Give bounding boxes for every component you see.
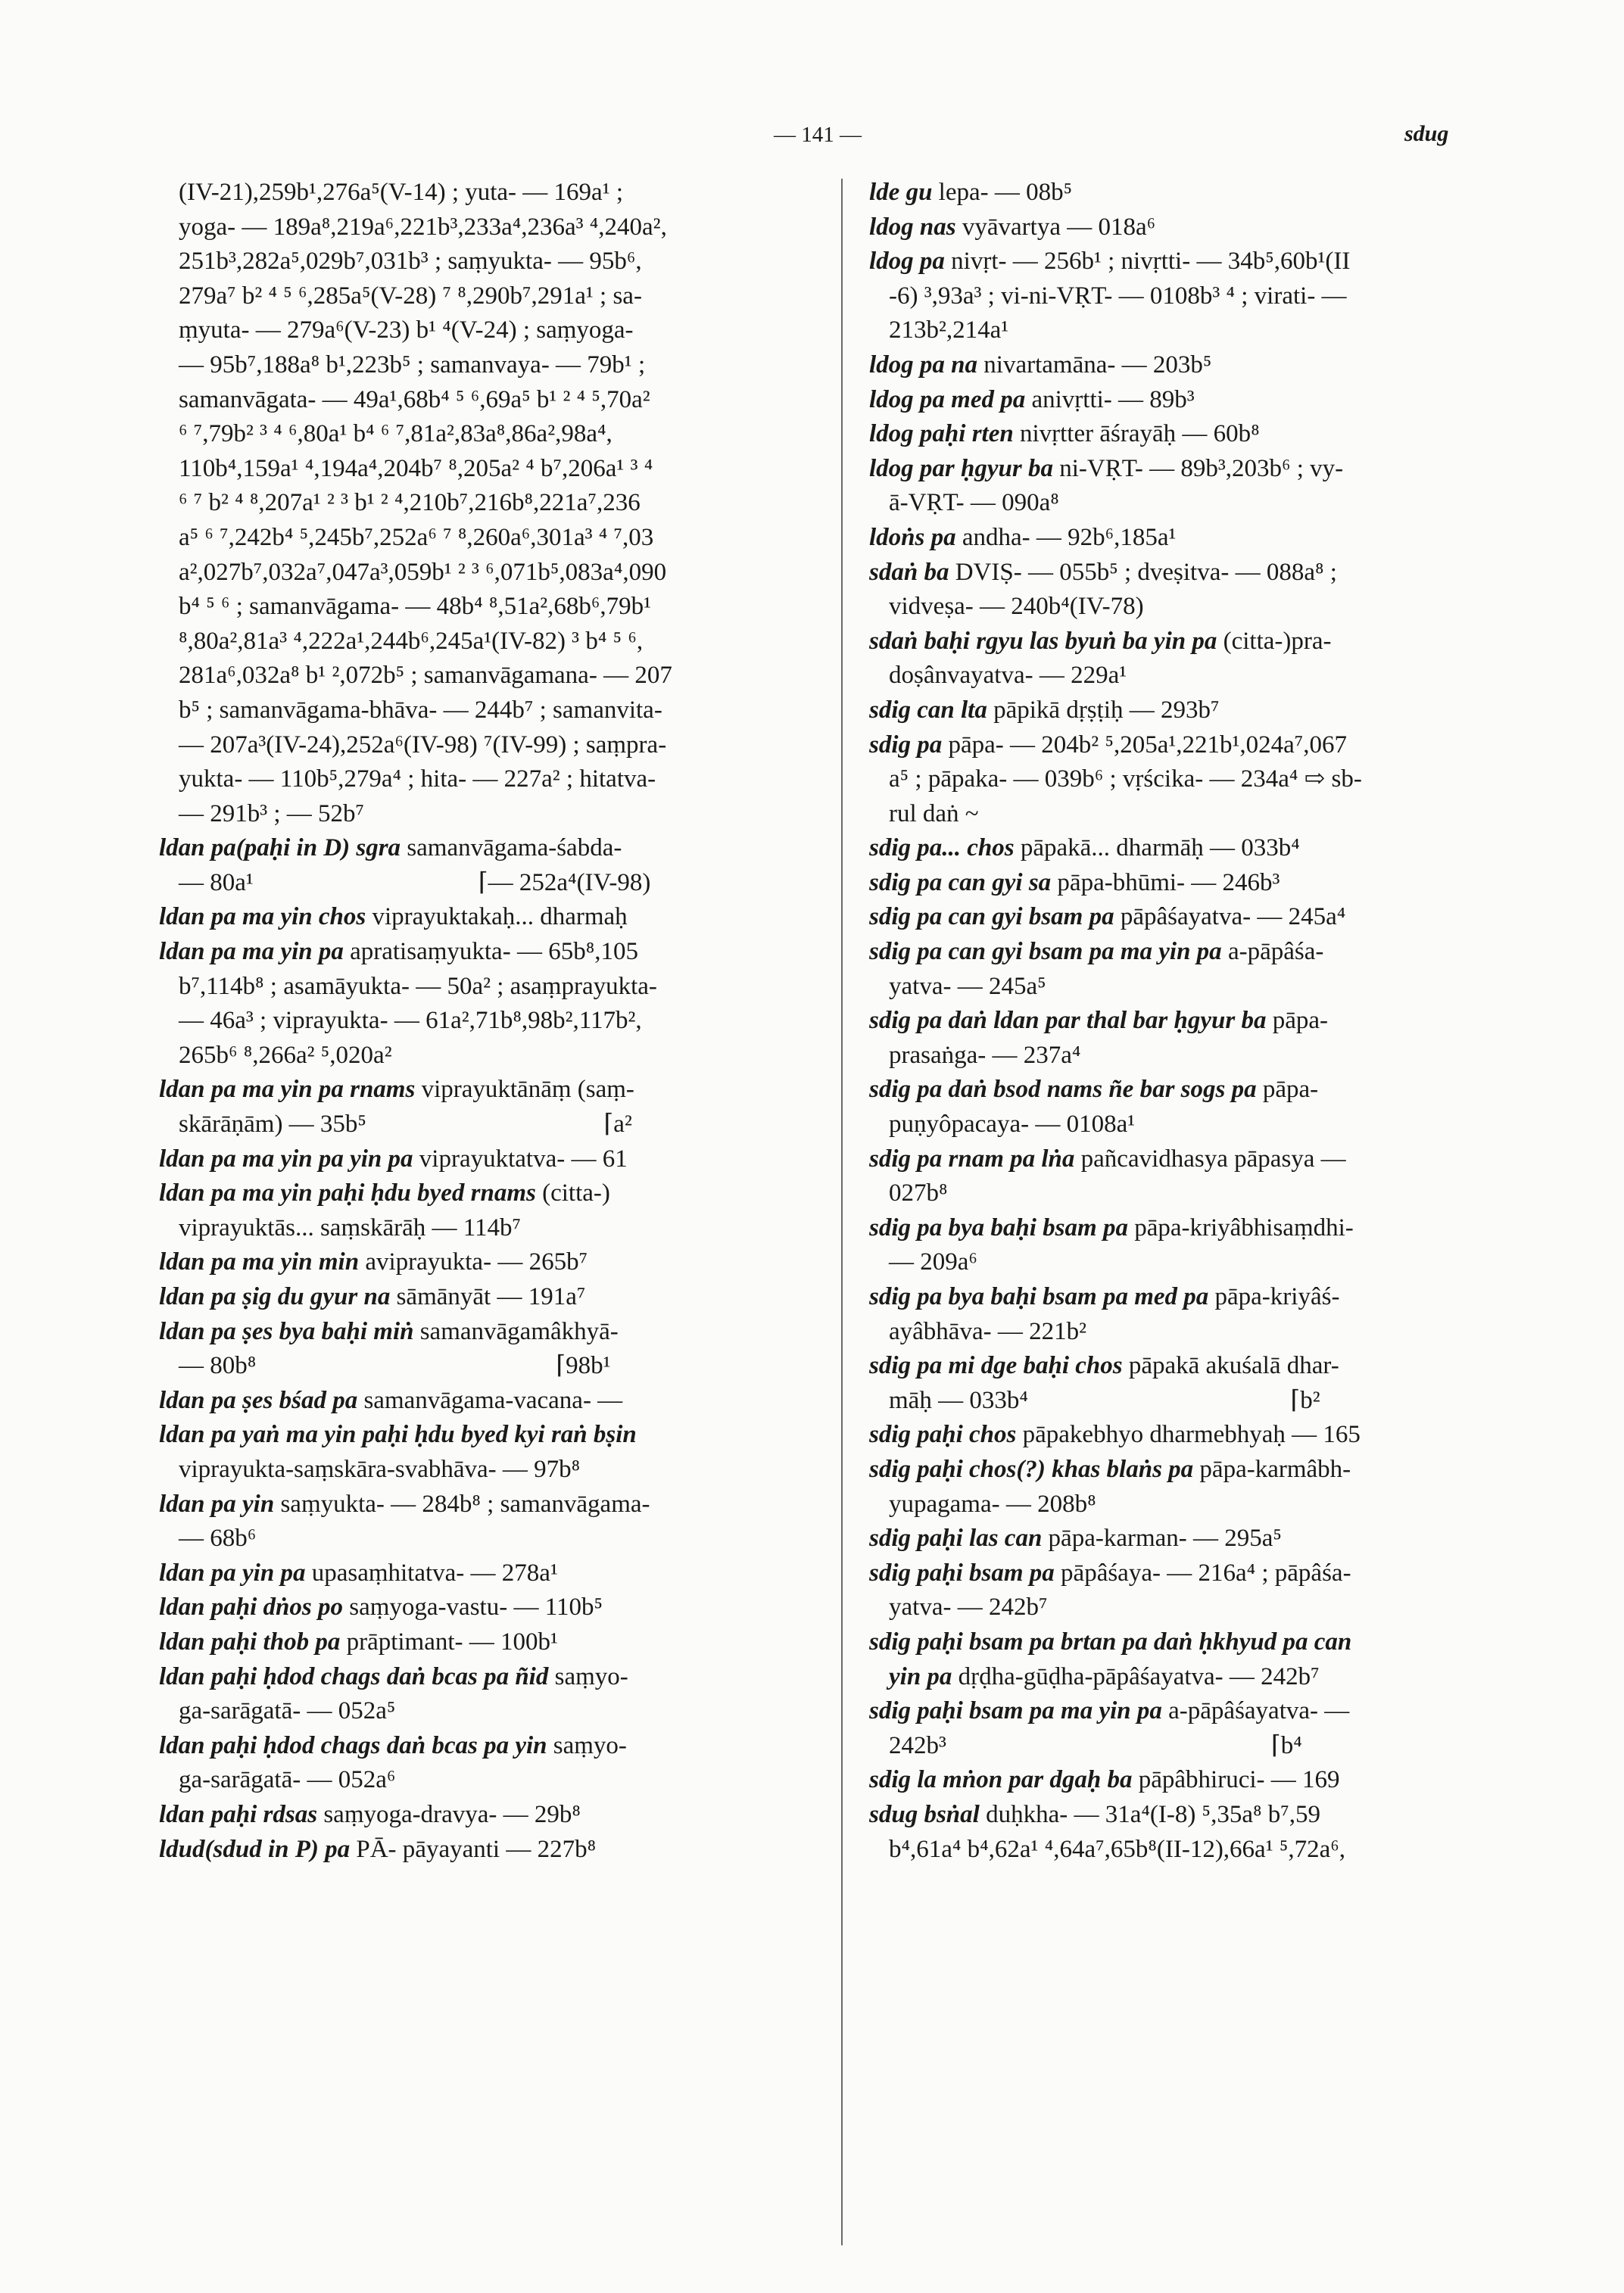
continuation-line [159,521,813,556]
continuation-line [159,176,813,210]
tibetan-headword: ldog pa med pa [869,385,1026,413]
sanskrit-equivalent: -6) ³,93a³ ; vi-ni-VṚT- — 0108b³ ⁴ ; virati- — [889,282,1347,310]
entry-line [159,1488,813,1522]
continuation-line [869,970,1481,1005]
tibetan-headword: ldog paḥi rten [869,420,1014,448]
entry-line [869,176,1481,210]
continuation-line [869,1039,1481,1073]
tibetan-headword: sdig pa can gyi bsam pa [869,903,1114,931]
continuation-line [869,1488,1481,1522]
sanskrit-equivalent: pāpa-bhūmi- — 246b³ [1051,868,1280,896]
tibetan-headword: ldan pa ma yin min [159,1248,360,1276]
tibetan-headword: ldan pa ma yin pa yin pa [159,1145,413,1173]
sanskrit-equivalent: sāmānyāt — 191a⁷ [390,1283,586,1310]
entry-line [159,831,813,866]
sanskrit-equivalent: b⁴,61a⁴ b⁴,62a¹ ⁴,64a⁷,65b⁸(II-12),66a¹ ⁵,72a⁶, [889,1835,1346,1863]
continuation-line [159,556,813,590]
continuation-line [869,1108,1481,1142]
sanskrit-equivalent: upasaṃhitatva- — 278a¹ [305,1559,558,1587]
entry-line [869,728,1481,763]
continuation-line [159,1694,813,1729]
entry-line [869,348,1481,383]
sanskrit-equivalent: pāpa- [1256,1076,1319,1104]
sanskrit-equivalent: viprayuktānāṃ (saṃ- [415,1076,634,1104]
tibetan-headword: sdig pa rnam pa lṅa [869,1145,1075,1173]
tibetan-headword: ldan pa ṣig du gyur na [159,1283,391,1310]
continuation-line [869,659,1481,693]
sanskrit-equivalent: vyāvartya — 018a⁶ [955,213,1156,241]
sanskrit-equivalent: ga-sarāgatā- — 052a⁶ [179,1766,396,1794]
tibetan-headword: sdig paḥi bsam pa ma yin pa [869,1697,1162,1725]
sanskrit-equivalent: ga-sarāgatā- — 052a⁵ [179,1697,396,1725]
tibetan-headword: ldog par ḥgyur ba [869,454,1053,482]
sanskrit-equivalent: saṃyoga-dravya- — 29b⁸ [317,1800,581,1828]
sanskrit-equivalent: anivṛtti- — 89b³ [1025,385,1195,413]
continuation-line [159,970,813,1005]
entry-line [869,521,1481,556]
sanskrit-equivalent: — 80b⁸ ⌈98b¹ [179,1352,611,1380]
sanskrit-equivalent: DVIṢ- — 055b⁵ ; dveṣitva- — 088a⁸ ; [949,558,1337,586]
continuation-line [159,728,813,763]
entry-line [869,1073,1481,1108]
tibetan-headword: ldan paḥi ḥdod chags daṅ bcas pa yin [159,1731,547,1759]
tibetan-headword: ldog pa na [869,350,978,379]
tibetan-headword: sdig pa bya baḥi bsam pa med pa [869,1283,1209,1310]
sanskrit-equivalent: prasaṅga- — 237a⁴ [889,1041,1081,1069]
tibetan-headword: ldan pa(paḥi in D) sgra [159,834,401,862]
entry-line [869,1660,1481,1695]
entry-line [869,210,1481,245]
sanskrit-equivalent: yoga- — 189a⁸,219a⁶,221b³,233a⁴,236a³ ⁴,240a², [179,213,667,241]
tibetan-headword: ldog pa [869,248,945,276]
tibetan-headword: sdaṅ ba [869,558,949,586]
sanskrit-equivalent: puṇyôpacaya- — 0108a¹ [889,1111,1136,1139]
sanskrit-equivalent: 027b⁸ [889,1179,948,1207]
sanskrit-equivalent: b⁵ ; samanvāgama-bhāva- — 244b⁷ ; samanvita- [179,696,662,724]
entry-line [159,1176,813,1211]
tibetan-headword: ldan paḥi ḥdod chags daṅ bcas pa ñid [159,1662,549,1690]
tibetan-headword: sdig paḥi chos(?) khas blaṅs pa [869,1455,1194,1483]
sanskrit-equivalent: pāpikā dṛṣṭiḥ — 293b⁷ [987,696,1220,724]
tibetan-headword: sdig pa daṅ ldan par thal bar ḥgyur ba [869,1007,1267,1035]
sanskrit-equivalent: viprayuktatva- — 61 [413,1145,628,1173]
sanskrit-equivalent: (citta-)pra- [1217,627,1332,655]
sanskrit-equivalent: ayâbhāva- — 221b² [889,1317,1086,1345]
tibetan-headword: sdig pa... chos [869,834,1015,862]
tibetan-headword: ldoṅs pa [869,523,956,551]
left-column [159,176,813,1867]
sanskrit-equivalent: saṃyukta- — 284b⁸ ; samanvāgama- [274,1490,650,1518]
sanskrit-equivalent: samanvāgata- — 49a¹,68b⁴ ⁵ ⁶,69a⁵ b¹ ² ⁴ ⁵,70a² [179,385,650,413]
tibetan-headword: ldan pa ṣes bśad pa [159,1386,358,1414]
sanskrit-equivalent: saṃyoga-vastu- — 110b⁵ [343,1594,603,1622]
sanskrit-equivalent: nivṛt- — 256b¹ ; nivṛtti- — 34b⁵,60b¹(II [944,248,1351,276]
tibetan-headword: sdug bsṅal [869,1800,980,1828]
entry-line [869,1556,1481,1591]
entry-line [159,1660,813,1695]
continuation-line [159,1453,813,1488]
continuation-line [869,1384,1481,1419]
sanskrit-equivalent: — 68b⁶ [179,1525,257,1553]
tibetan-headword: sdig paḥi bsam pa [869,1559,1055,1587]
sanskrit-equivalent: pāpa- — 204b² ⁵,205a¹,221b¹,024a⁷,067 [942,731,1348,759]
tibetan-headword: sdig la mṅon par dgaḥ ba [869,1766,1133,1794]
entry-line [869,1142,1481,1177]
continuation-line [159,797,813,832]
sanskrit-equivalent: (IV-21),259b¹,276a⁵(V-14) ; yuta- — 169a¹ ; [179,179,624,206]
sanskrit-equivalent: doṣânvayatva- — 229a¹ [889,662,1127,690]
entry-line [159,1625,813,1660]
entry-line [869,1625,1481,1660]
running-head: sdug [1404,121,1449,146]
sanskrit-equivalent: dṛḍha-gūḍha-pāpâśayatva- — 242b⁷ [952,1662,1320,1690]
entry-line [869,417,1481,452]
continuation-line [159,383,813,418]
sanskrit-equivalent: prāptimant- — 100b¹ [340,1628,558,1656]
sanskrit-equivalent: b⁴ ⁵ ⁶ ; samanvāgama- — 48b⁴ ⁸,51a²,68b⁶,79b¹ [179,593,652,621]
entry-line [869,452,1481,487]
tibetan-headword: sdig pa can gyi bsam pa ma yin pa [869,938,1222,966]
continuation-line [869,797,1481,832]
sanskrit-equivalent: pāpakā... dharmāḥ — 033b⁴ [1014,834,1300,862]
sanskrit-equivalent: a⁵ ⁶ ⁷,242b⁴ ⁵,245b⁷,252a⁶ ⁷ ⁸,260a⁶,301a³ ⁴ ⁷,03 [179,523,654,551]
sanskrit-equivalent: PĀ- pāyayanti — 227b⁸ [350,1835,597,1863]
sanskrit-equivalent: saṃyo- [547,1731,627,1759]
tibetan-headword: ldan paḥi rdsas [159,1800,318,1828]
continuation-line [159,245,813,279]
continuation-line [159,1763,813,1798]
right-column [869,176,1481,1867]
entry-line [869,1522,1481,1556]
sanskrit-equivalent: saṃyo- [548,1662,628,1690]
continuation-line [869,486,1481,521]
continuation-line [159,452,813,487]
sanskrit-equivalent: pāpâśaya- — 216a⁴ ; pāpâśa- [1054,1559,1351,1587]
sanskrit-equivalent: vidveṣa- — 240b⁴(IV-78) [889,593,1144,621]
continuation-line [159,1522,813,1556]
sanskrit-equivalent: a⁵ ; pāpaka- — 039b⁶ ; vṛścika- — 234a⁴ ⇨ sb- [889,765,1362,793]
entry-line [159,1280,813,1315]
sanskrit-equivalent: pāpakā akuśalā dhar- [1122,1352,1339,1380]
tibetan-headword: yin pa [889,1662,952,1690]
tibetan-headword: ldan pa ma yin chos [159,903,366,931]
sanskrit-equivalent: pāpakebhyo dharmebhyaḥ — 165 [1016,1421,1361,1449]
sanskrit-equivalent: pāpâśayatva- — 245a⁴ [1114,903,1346,931]
entry-line [869,1211,1481,1246]
entry-line [159,1833,813,1868]
entry-line [869,1694,1481,1729]
continuation-line [869,1245,1481,1280]
entry-line [159,1384,813,1419]
continuation-line [159,590,813,625]
sanskrit-equivalent: ā-VṚT- — 090a⁸ [889,489,1059,517]
tibetan-headword: ldog nas [869,213,956,241]
sanskrit-equivalent: aviprayukta- — 265b⁷ [359,1248,588,1276]
sanskrit-equivalent: yukta- — 110b⁵,279a⁴ ; hita- — 227a² ; hitatva- [179,765,656,793]
sanskrit-equivalent: duḥkha- — 31a⁴(I-8) ⁵,35a⁸ b⁷,59 [979,1800,1320,1828]
sanskrit-equivalent: pāpa-kriyâbhisaṃdhi- [1127,1213,1354,1242]
entry-line [159,1245,813,1280]
continuation-line [159,866,813,901]
sanskrit-equivalent: andha- — 92b⁶,185a¹ [955,523,1177,551]
entry-line [159,900,813,935]
sanskrit-equivalent: yatva- — 242b⁷ [889,1594,1048,1622]
continuation-line [869,1315,1481,1350]
continuation-line [869,590,1481,625]
tibetan-headword: ldan pa yaṅ ma yin paḥi ḥdu byed kyi raṅ bṣin [159,1421,637,1449]
sanskrit-equivalent: — 209a⁶ [889,1248,977,1276]
continuation-line [159,762,813,797]
sanskrit-equivalent: 265b⁶ ⁸,266a² ⁵,020a² [179,1041,392,1069]
sanskrit-equivalent: — 291b³ ; — 52b⁷ [179,799,365,827]
sanskrit-equivalent: ⁶ ⁷,79b² ³ ⁴ ⁶,80a¹ b⁴ ⁶ ⁷,81a²,83a⁸,86a²,98a⁴, [179,420,613,448]
entry-line [159,1418,813,1453]
entry-line [159,935,813,970]
sanskrit-equivalent: 281a⁶,032a⁸ b¹ ²,072b⁵ ; samanvāgamana- — 207 [179,662,672,690]
continuation-line [159,693,813,728]
tibetan-headword: ldan pa yin [159,1490,275,1518]
continuation-line [159,279,813,314]
sanskrit-equivalent: ni-VṚT- — 89b³,203b⁶ ; vy- [1052,454,1344,482]
continuation-line [869,1833,1481,1868]
page-number: — 141 — [774,123,862,147]
sanskrit-equivalent: 110b⁴,159a¹ ⁴,194a⁴,204b⁷ ⁸,205a² ⁴ b⁷,206a¹ ³ ⁴ [179,454,653,482]
sanskrit-equivalent: yupagama- — 208b⁸ [889,1490,1096,1518]
sanskrit-equivalent: ⁶ ⁷ b² ⁴ ⁸,207a¹ ² ³ b¹ ² ⁴,210b⁷,216b⁸,221a⁷,236 [179,489,641,517]
tibetan-headword: lde gu [869,179,933,206]
sanskrit-equivalent: 279a⁷ b² ⁴ ⁵ ⁶,285a⁵(V-28) ⁷ ⁸,290b⁷,291a¹ ; sa- [179,282,642,310]
sanskrit-equivalent: ṃyuta- — 279a⁶(V-23) b¹ ⁴(V-24) ; saṃyoga- [179,316,634,344]
sanskrit-equivalent: samanvāgama-śabda- [401,834,622,862]
continuation-line [869,313,1481,348]
sanskrit-equivalent: ⁸,80a²,81a³ ⁴,222a¹,244b⁶,245a¹(IV-82) ³ b⁴ ⁵ ⁶, [179,627,644,655]
tibetan-headword: sdig pa can gyi sa [869,868,1052,896]
sanskrit-equivalent: viprayukta-saṃskāra-svabhāva- — 97b⁸ [179,1455,581,1483]
tibetan-headword: sdig paḥi las can [869,1525,1043,1553]
sanskrit-equivalent: b⁷,114b⁸ ; asamāyukta- — 50a² ; asaṃprayukta- [179,972,657,1000]
tibetan-headword: sdaṅ baḥi rgyu las byuṅ ba yin pa [869,627,1217,655]
tibetan-headword: ldan paḥi dṅos po [159,1594,343,1622]
sanskrit-equivalent: pāpa- [1266,1007,1329,1035]
tibetan-headword: sdig paḥi chos [869,1421,1017,1449]
sanskrit-equivalent: nivartamāna- — 203b⁵ [977,350,1212,379]
sanskrit-equivalent: 251b³,282a⁵,029b⁷,031b³ ; saṃyukta- — 95b⁶, [179,248,642,276]
sanskrit-equivalent: — 46a³ ; viprayukta- — 61a²,71b⁸,98b²,117b², [179,1007,642,1035]
sanskrit-equivalent: rul daṅ ~ [889,799,979,827]
entry-line [869,866,1481,901]
sanskrit-equivalent: samanvāgamâkhyā- [413,1317,619,1345]
continuation-line [159,1004,813,1039]
sanskrit-equivalent: — 95b⁷,188a⁸ b¹,223b⁵ ; samanvaya- — 79b¹ ; [179,350,646,379]
entry-line [869,245,1481,279]
sanskrit-equivalent: 213b²,214a¹ [889,316,1009,344]
sanskrit-equivalent: pāpâbhiruci- — 169 [1132,1766,1340,1794]
sanskrit-equivalent: a-pāpâśa- [1221,938,1324,966]
sanskrit-equivalent: pāpa-kriyâś- [1208,1283,1340,1310]
sanskrit-equivalent: viprayuktās... saṃskārāḥ — 114b⁷ [179,1213,522,1242]
entry-line [159,1142,813,1177]
continuation-line [869,1590,1481,1625]
tibetan-headword: ldan pa ma yin pa [159,938,344,966]
sanskrit-equivalent: pāpa-karmâbh- [1193,1455,1351,1483]
continuation-line [159,1349,813,1384]
sanskrit-equivalent: yatva- — 245a⁵ [889,972,1046,1000]
sanskrit-equivalent: viprayuktakaḥ... dharmaḥ [366,903,628,931]
continuation-line [159,1039,813,1073]
tibetan-headword: ldan pa ṣes bya baḥi miṅ [159,1317,414,1345]
entry-line [869,1418,1481,1453]
sanskrit-equivalent: — 207a³(IV-24),252a⁶(IV-98) ⁷(IV-99) ; saṃpra- [179,731,667,759]
sanskrit-equivalent: apratisaṃyukta- — 65b⁸,105 [343,938,638,966]
continuation-line [869,1176,1481,1211]
sanskrit-equivalent: māḥ — 033b⁴ ⌈b² [889,1386,1320,1414]
entry-line [869,1349,1481,1384]
entry-line [869,625,1481,659]
entry-line [869,383,1481,418]
entry-line [869,935,1481,970]
tibetan-headword: ldan paḥi thob pa [159,1628,341,1656]
tibetan-headword: sdig pa bya baḥi bsam pa [869,1213,1128,1242]
continuation-line [159,417,813,452]
continuation-line [159,659,813,693]
tibetan-headword: sdig can lta [869,696,987,724]
entry-line [869,1763,1481,1798]
continuation-line [869,1729,1481,1764]
continuation-line [159,313,813,348]
continuation-line [869,279,1481,314]
continuation-line [159,625,813,659]
tibetan-headword: ldan pa ma yin paḥi ḥdu byed rnams [159,1179,536,1207]
sanskrit-equivalent: skārāṇām) — 35b⁵ ⌈a² [179,1111,632,1139]
sanskrit-equivalent: nivṛtter āśrayāḥ — 60b⁸ [1013,420,1260,448]
sanskrit-equivalent: 242b³ ⌈b⁴ [889,1731,1302,1759]
sanskrit-equivalent: pāpa-karman- — 295a⁵ [1042,1525,1282,1553]
sanskrit-equivalent: pañcavidhasya pāpasya — [1074,1145,1346,1173]
continuation-line [159,1108,813,1142]
entry-line [159,1073,813,1108]
tibetan-headword: ldud(sdud in P) pa [159,1835,351,1863]
continuation-line [159,348,813,383]
entry-line [159,1315,813,1350]
tibetan-headword: sdig pa daṅ bsod nams ñe bar sogs pa [869,1076,1257,1104]
continuation-line [869,762,1481,797]
entry-line [869,900,1481,935]
entry-line [869,1453,1481,1488]
continuation-line [159,1211,813,1246]
sanskrit-equivalent: a-pāpâśayatva- — [1161,1697,1350,1725]
entry-line [159,1729,813,1764]
entry-line [159,1798,813,1833]
tibetan-headword: sdig pa mi dge baḥi chos [869,1352,1123,1380]
entry-line [869,1004,1481,1039]
sanskrit-equivalent: lepa- — 08b⁵ [932,179,1073,206]
entry-line [869,831,1481,866]
continuation-line [159,210,813,245]
entry-line [159,1590,813,1625]
entry-line [869,693,1481,728]
tibetan-headword: sdig pa [869,731,943,759]
sanskrit-equivalent: (citta-) [535,1179,610,1207]
column-divider [841,179,843,2245]
tibetan-headword: ldan pa yin pa [159,1559,306,1587]
entry-line [159,1556,813,1591]
tibetan-headword: sdig paḥi bsam pa brtan pa daṅ ḥkhyud pa can [869,1628,1352,1656]
sanskrit-equivalent: — 80a¹ ⌈— 252a⁴(IV-98) [179,868,651,896]
tibetan-headword: ldan pa ma yin pa rnams [159,1076,416,1104]
continuation-line [159,486,813,521]
sanskrit-equivalent: samanvāgama-vacana- — [357,1386,623,1414]
entry-line [869,556,1481,590]
entry-line [869,1280,1481,1315]
sanskrit-equivalent: a²,027b⁷,032a⁷,047a³,059b¹ ² ³ ⁶,071b⁵,083a⁴,090 [179,558,667,586]
entry-line [869,1798,1481,1833]
